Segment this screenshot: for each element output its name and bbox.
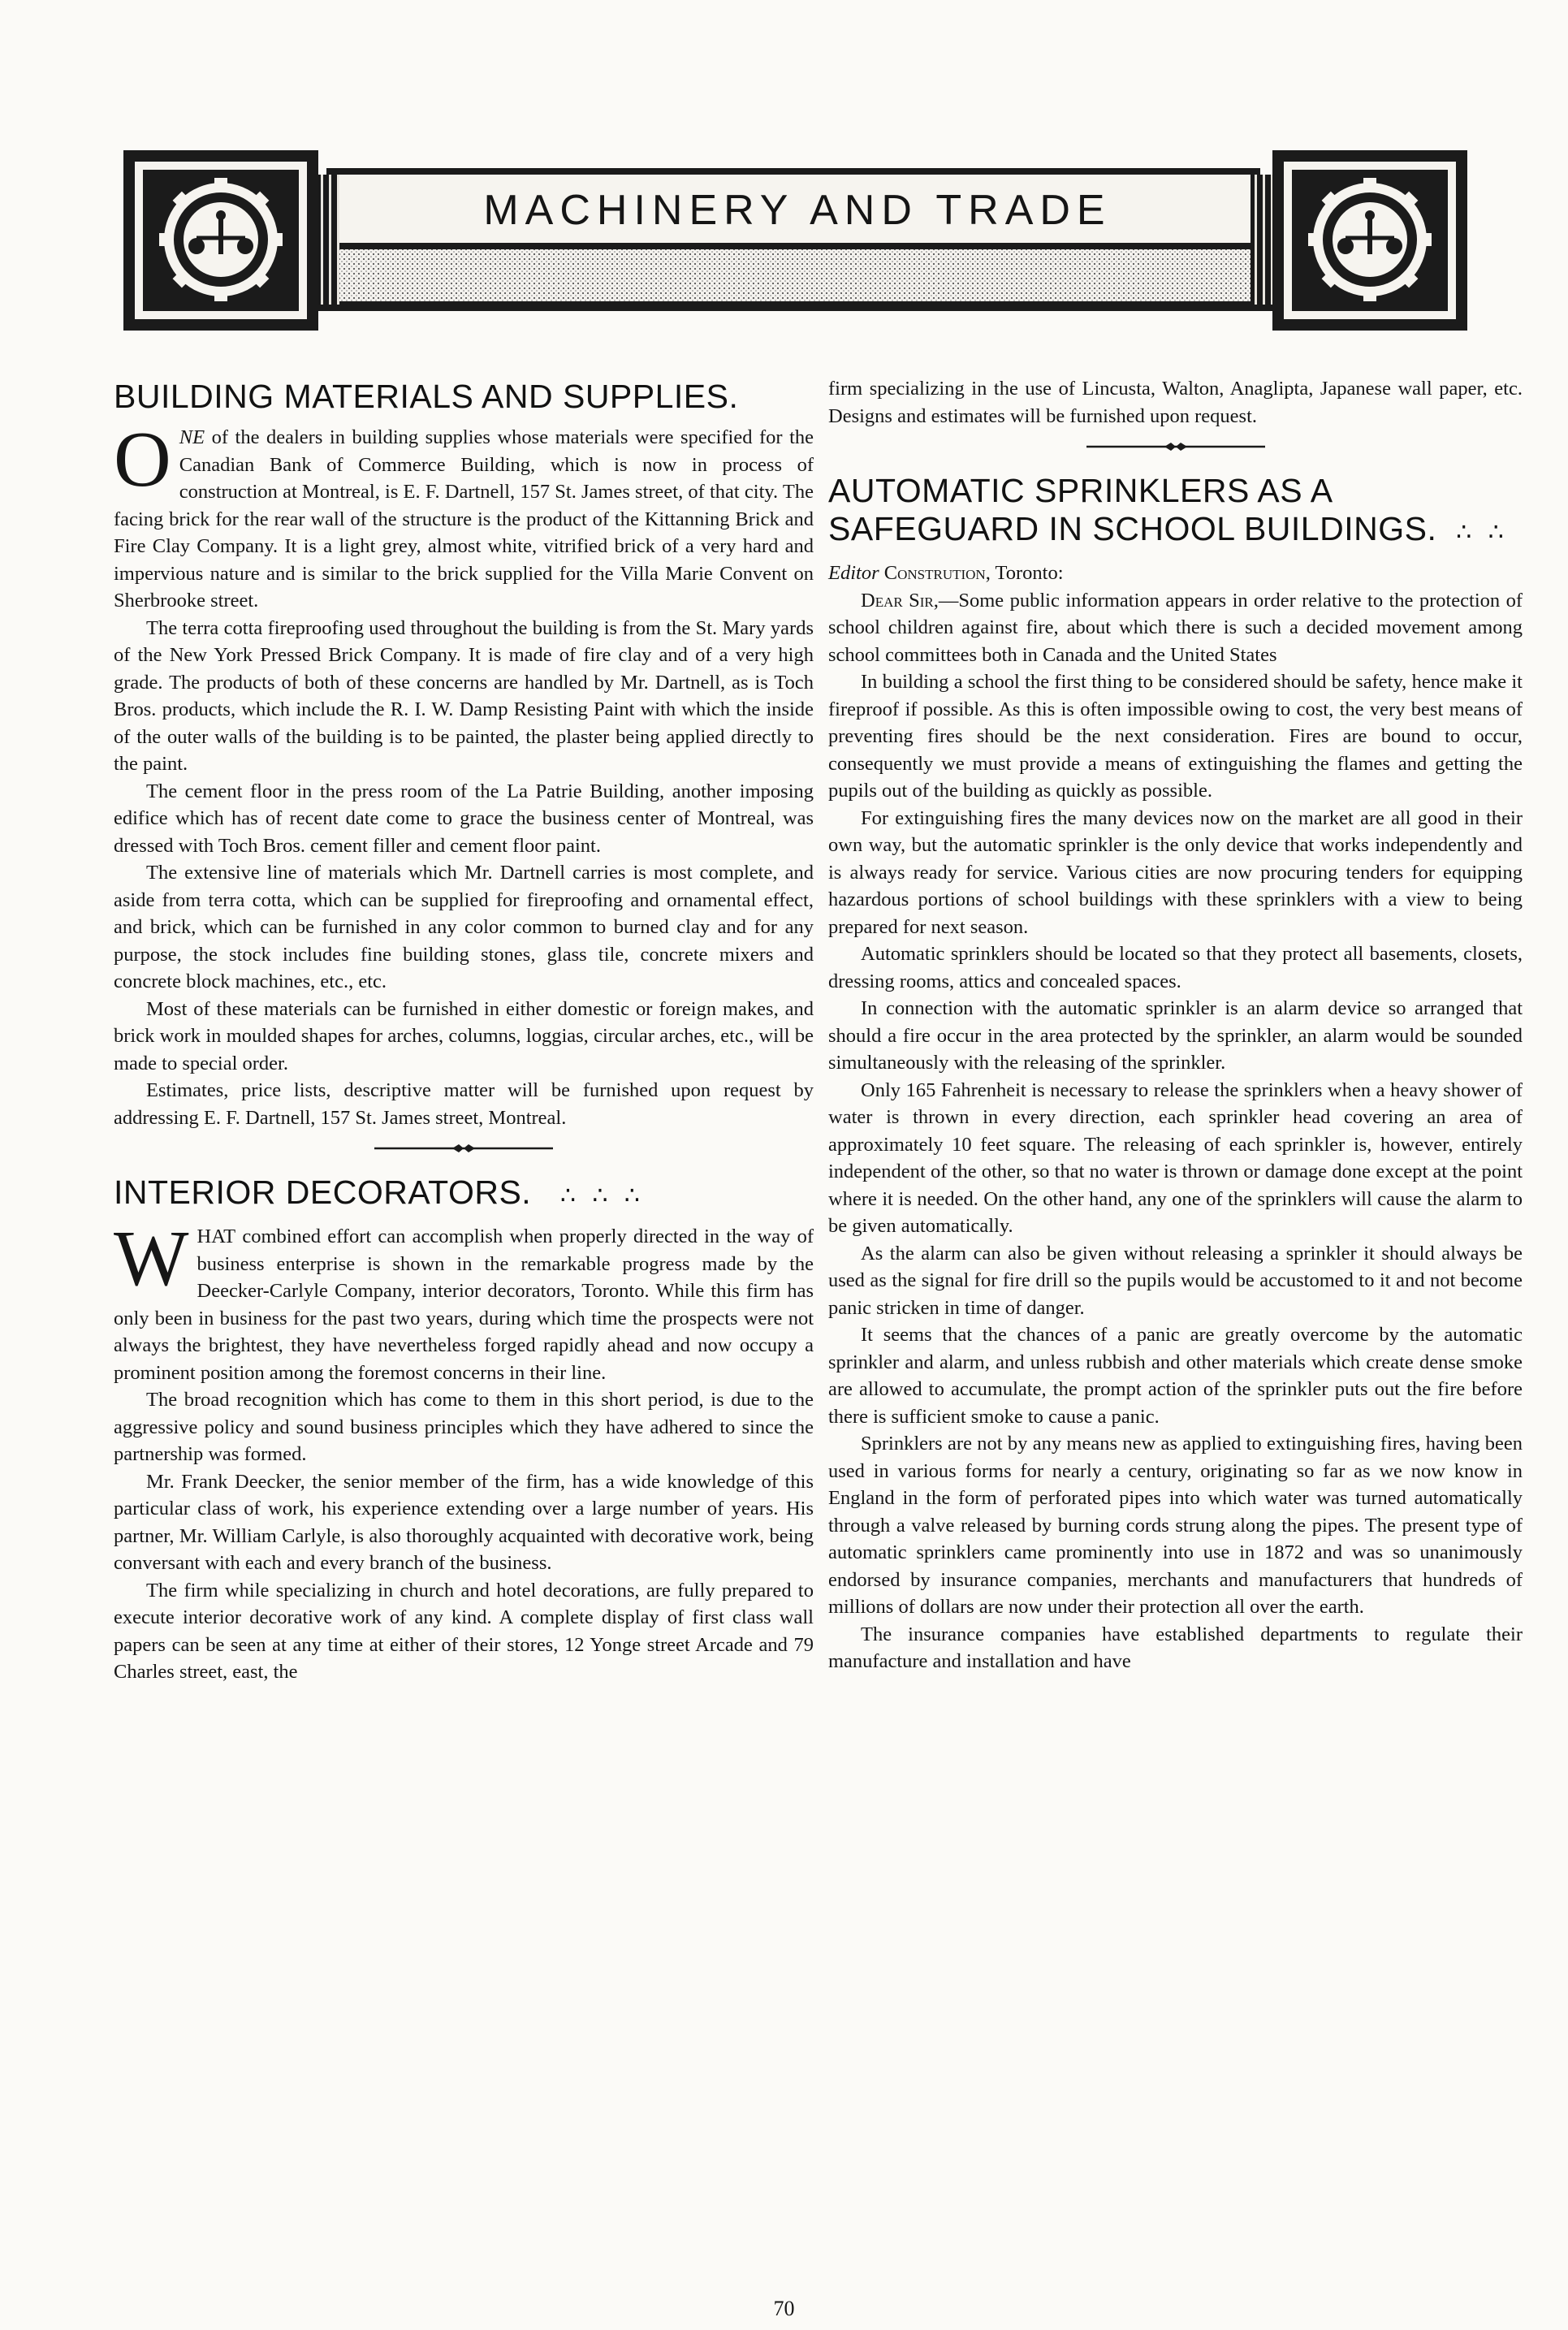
article-paragraph: [114, 1215, 814, 1386]
article-paragraph: For extinguishing fires the many devices now on the market are all good in their own way, but the automatic sprinkler is the only device that works independently and is always ready for service. Various cities are now procuring tenders for equipping hazardous portions of school buildings with these sprinklers with a view to being prepared for next season.: [828, 806, 1523, 938]
paragraph-text: of the dealers in building supplies whose materials were specified for the Canadian Bank of Commerce Building, which is now in process of construction at Montreal, is E. F. Dartnell, 157 St. James street, of that city. The facing brick for the rear wall of the structure is the product of the Kittanning Brick and Fire Clay Company. It is a light grey, almost white, vitrified brick of a very hard and impervious nature and is similar to the brick supplied for the Villa Marie Convent on Sherbrooke street.: [114, 426, 814, 612]
section-divider: [828, 434, 1523, 464]
article-paragraph: The extensive line of materials which Mr. Dartnell carries is most complete, and aside from terra cotta, which can be supplied for fireproofing and ornamental effect, and brick, which can be furnished in any color common to burned clay and for any purpose, the stock includes fine building stones, glass tile, concrete mixers and concrete block machines, etc., etc.: [114, 862, 814, 992]
section-title: MACHINERY AND TRADE: [483, 187, 1112, 234]
article-paragraph: The insurance companies have established departments to regulate their manufacture and installation and have: [828, 1623, 1523, 1672]
article-paragraph: It seems that the chances of a panic are greatly overcome by the automatic sprinkler and alarm, and unless rubbish and other materials which create dense smoke are allowed to accumulate, the prompt action of the sprinkler puts out the fire before there is sufficient smoke to cause a panic.: [828, 1324, 1523, 1428]
salutation: Dear Sir,: [861, 589, 939, 612]
article-paragraph: Mr. Frank Deecker, the senior member of the firm, has a wide knowledge of this particular class of work, his experience extending over a large number of years. His partner, Mr. William Carlyle, is also thoroughly acquainted with decorative work, being conversant with each and every branch of the business.: [114, 1470, 814, 1574]
article-paragraph: Automatic sprinklers should be located so that they protect all basements, closets, dressing rooms, attics and concealed spaces.: [828, 943, 1523, 992]
divider-ornament-icon: [1086, 441, 1265, 452]
left-column: [114, 378, 814, 1686]
section-divider: [114, 1136, 814, 1165]
article-paragraph: The cement floor in the press room of the La Patrie Building, another imposing edifice which has of recent date come to grace the business center of Montreal, was dressed with Toch Bros. cement filler and cement floor paint.: [114, 780, 814, 857]
divider-ornament-icon: [374, 1143, 553, 1154]
lead-word: HAT: [197, 1226, 236, 1247]
article-paragraph-continued: firm specializing in the use of Lincusta, Walton, Anaglipta, Japanese wall paper, etc. Designs and estimates will be furnished upon request.: [828, 378, 1523, 427]
article-paragraph: Only 165 Fahrenheit is necessary to release the sprinklers when a heavy shower of water is thrown in every direction, each sprinkler head covering an area of approximately 10 feet square. The releasing of each sprinkler is, however, entirely independent of the other, so that no water is thrown or damage done except at the point where it is needed. On the other hand, any one of the sprinklers will cause the alarm to be given automatically.: [828, 1079, 1523, 1237]
article-paragraph: Most of these materials can be furnished in either domestic or foreign makes, and brick work in moulded shapes for arches, columns, loggias, circular arches, etc., will be made to special order.: [114, 997, 814, 1074]
header-banner: [123, 150, 1467, 331]
article-paragraph: Sprinklers are not by any means new as applied to extinguishing fires, having been used in various forms for nearly a century, originating so far as we now know in England in the form of perforated pipes into which water was turned automatically through a valve released by burning cords strung along the pipes. The present type of automatic sprinklers came prominently into use in 1872 and was so unanimously endorsed by insurance companies, merchants and manufacturers that hundreds of millions of dollars are now under their protection all over the earth.: [828, 1433, 1523, 1618]
article-paragraph: As the alarm can also be given without releasing a sprinkler it should always be used as the signal for fire drill so the pupils would be accustomed to it and not become panic stricken in time of danger.: [828, 1242, 1523, 1319]
article-paragraph: In building a school the first thing to be considered should be safety, hence make it fireproof if possible. As this is often impossible owing to cost, the very best means of preventing fires should be the next consideration. Fires are bound to occur, consequently we must provide a means of extinguishing the flames and getting the pupils out of the building as quickly as possible.: [828, 671, 1523, 802]
right-column: [828, 375, 1523, 1675]
gear-icon: [158, 176, 284, 303]
article-paragraph: In connection with the automatic sprinkler is an alarm device so arranged that should a fire occur in the area protected by the sprinkler, an alarm would be sounded simultaneously with the releasing of the sprinkler.: [828, 997, 1523, 1074]
article-title-interior: INTERIOR DECORATORS. ∴ ∴ ∴: [114, 1174, 645, 1211]
gear-icon: [1307, 176, 1433, 303]
article-paragraph: The broad recognition which has come to them in this short period, is due to the aggressive policy and sound business principles which they have adhered to since the partnership was formed.: [114, 1389, 814, 1465]
article-paragraph: The terra cotta fireproofing used throughout the building is from the St. Mary yards of the New York Pressed Brick Company. It is made of fire clay and of a very high grade. The products of both of these concerns are handled by Mr. Dartnell, as is Toch Bros. products, which include the R. I. W. Damp Resisting Paint with which the inside of the outer walls of the building is to be painted, the plaster being applied directly to the paint.: [114, 616, 814, 775]
lead-word: NE: [179, 426, 205, 448]
article-paragraph: [114, 416, 814, 615]
article-paragraph: Estimates, price lists, descriptive matter will be furnished upon request by addressing E. F. Dartnell, 157 St. James street, Montreal.: [114, 1079, 814, 1129]
article-paragraph: Dear Sir,—Some public information appears in order relative to the protection of school children against fire, about which there is such a decided movement among school committees both in Canada and the United States: [828, 589, 1523, 666]
drop-cap: W: [114, 1215, 189, 1303]
drop-cap: O: [114, 416, 171, 504]
article-title-sprinklers: AUTOMATIC SPRINKLERS AS A SAFEGUARD IN SCHOOL BUILDINGS. ∴ ∴: [828, 472, 1509, 547]
article-paragraph: The firm while specializing in church and hotel decorations, are fully prepared to execute interior decorative work of any kind. A complete display of first class wall papers can be seen at any time at either of their stores, 12 Yonge street Arcade and 79 Charles street, east, the: [114, 1579, 814, 1683]
letter-address: Editor Constrution, Toronto:: [828, 562, 1064, 584]
page-number: 70: [773, 2297, 795, 2320]
article-title-building: BUILDING MATERIALS AND SUPPLIES.: [114, 378, 739, 415]
paragraph-text: combined effort can accomplish when properly directed in the way of business enterprise is shown in the remarkable progress made by the Deecker-Carlyle Company, interior decorators, Toronto. While this firm has only been in business for the past two years, during which time the prospects were not always the brightest, they have nevertheless forged rapidly ahead and now occupy a prominent position among the foremost concerns in their line.: [114, 1226, 814, 1384]
